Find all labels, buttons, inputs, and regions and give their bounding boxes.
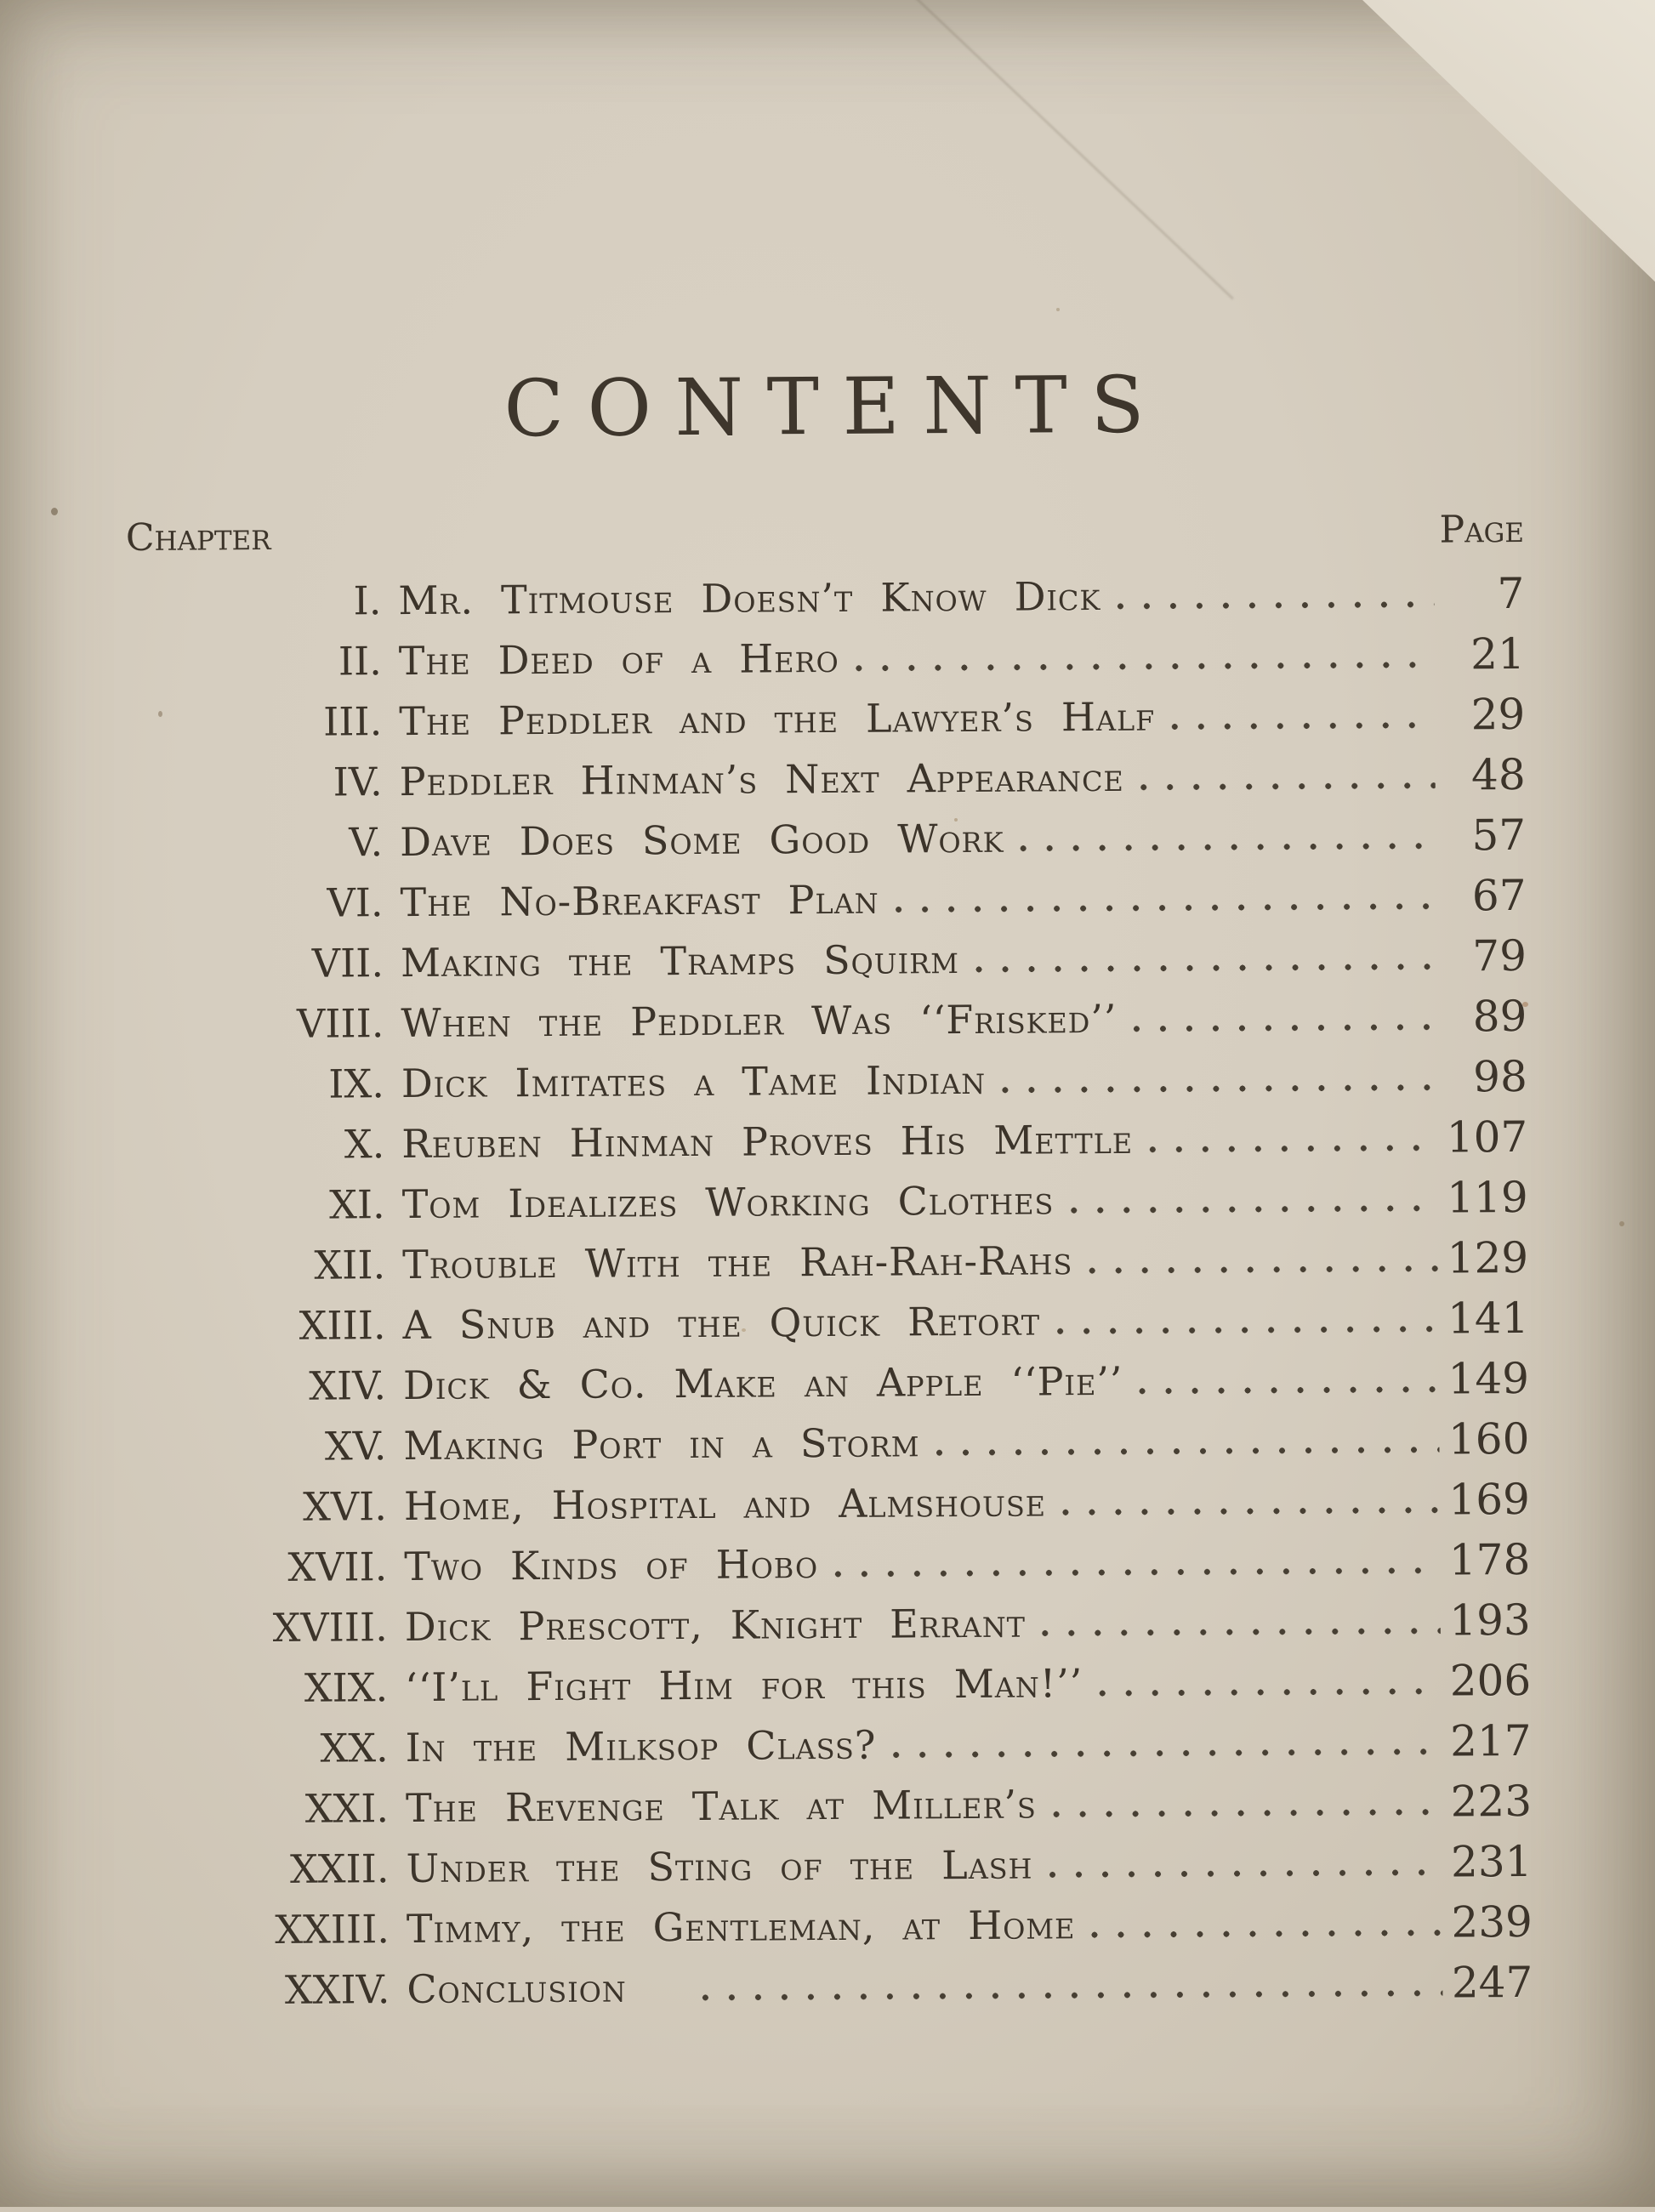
dot-leader bbox=[693, 1953, 1443, 2018]
dot-leader bbox=[845, 625, 1435, 689]
chapter-title: Making Port in a Storm bbox=[403, 1419, 920, 1470]
chapter-title: Under the Sting of the Lash bbox=[406, 1841, 1033, 1892]
chapter-numeral: XXIII. bbox=[275, 1906, 390, 1953]
chapter-title: Mr. Titmouse Doesn’t Know Dick bbox=[398, 573, 1101, 624]
dot-leader bbox=[1089, 1652, 1441, 1714]
chapter-numeral: VI. bbox=[327, 879, 384, 926]
chapter-numeral: II. bbox=[338, 638, 382, 685]
dot-leader bbox=[1130, 746, 1435, 808]
toc-row bbox=[134, 1953, 1533, 2022]
toc-row bbox=[126, 564, 1524, 633]
page-number: 107 bbox=[1446, 1112, 1528, 1163]
toc-row bbox=[128, 926, 1527, 995]
chapter-title: Peddler Hinman’s Next Appearance bbox=[399, 753, 1124, 805]
toc-list bbox=[126, 564, 1533, 2022]
chapter-column-label: Chapter bbox=[125, 515, 271, 560]
page-title: CONTENTS bbox=[503, 359, 1169, 455]
chapter-title: Home, Hospital and Almshouse bbox=[403, 1479, 1047, 1530]
chapter-title: A Snub and the Quick Retort bbox=[402, 1298, 1041, 1349]
toc-row bbox=[129, 1107, 1527, 1176]
chapter-numeral: I. bbox=[353, 577, 382, 624]
chapter-numeral: V. bbox=[349, 819, 384, 866]
chapter-numeral: VII. bbox=[311, 940, 384, 987]
dot-leader bbox=[1107, 565, 1435, 627]
dot-leader bbox=[1010, 806, 1436, 869]
chapter-numeral: IV. bbox=[333, 759, 383, 805]
chapter-numeral: XIV. bbox=[309, 1362, 387, 1409]
dot-leader bbox=[1123, 987, 1436, 1049]
page-number: 217 bbox=[1449, 1715, 1532, 1766]
chapter-numeral: XXI. bbox=[304, 1785, 390, 1832]
page-number: 7 bbox=[1497, 568, 1525, 619]
toc-row bbox=[134, 1771, 1532, 1840]
page-number: 231 bbox=[1450, 1836, 1533, 1887]
dot-leader bbox=[1129, 1350, 1439, 1412]
page-number: 160 bbox=[1447, 1413, 1530, 1464]
page-number: 178 bbox=[1448, 1534, 1531, 1585]
dot-leader bbox=[992, 1048, 1437, 1111]
toc-row bbox=[133, 1651, 1531, 1720]
dot-leader bbox=[1140, 1108, 1438, 1170]
toc-row bbox=[134, 1832, 1532, 1901]
chapter-numeral: XXIV. bbox=[284, 1966, 390, 2013]
chapter-title: Timmy, the Gentleman, at Home bbox=[406, 1902, 1076, 1953]
chapter-numeral: XIX. bbox=[304, 1664, 389, 1711]
dot-leader bbox=[1044, 1772, 1442, 1835]
toc-row bbox=[130, 1168, 1528, 1237]
toc-row bbox=[128, 987, 1527, 1055]
page-number: 119 bbox=[1447, 1172, 1528, 1223]
dot-leader bbox=[1061, 1169, 1438, 1231]
page-number: 21 bbox=[1470, 628, 1525, 680]
dot-leader bbox=[1079, 1229, 1438, 1292]
toc-column-headers bbox=[126, 499, 1524, 569]
chapter-title: Dick & Co. Make an Apple ‘‘Pie’’ bbox=[402, 1357, 1123, 1409]
chapter-title: The No-Breakfast Plan bbox=[400, 876, 879, 926]
chapter-title: Two Kinds of Hobo bbox=[404, 1541, 819, 1590]
chapter-title: Conclusion bbox=[407, 1965, 627, 2013]
page-number: 67 bbox=[1471, 870, 1527, 921]
dot-leader bbox=[1053, 1470, 1440, 1533]
dot-leader bbox=[1039, 1833, 1442, 1896]
toc-row bbox=[133, 1711, 1531, 1780]
page-number: 206 bbox=[1449, 1655, 1532, 1706]
page-column-label: Page bbox=[1439, 507, 1525, 552]
chapter-title: ‘‘I’ll Fight Him for this Man!’’ bbox=[405, 1660, 1083, 1711]
chapter-title: Making the Tramps Squirm bbox=[400, 936, 960, 987]
chapter-numeral: XVI. bbox=[302, 1483, 388, 1530]
page-number: 129 bbox=[1447, 1232, 1529, 1283]
dot-leader bbox=[883, 1712, 1442, 1776]
chapter-numeral: VIII. bbox=[296, 1000, 384, 1047]
chapter-numeral: III. bbox=[322, 698, 383, 745]
page-number: 57 bbox=[1471, 810, 1527, 861]
toc-row bbox=[132, 1530, 1530, 1599]
chapter-numeral: XVIII. bbox=[272, 1604, 388, 1651]
page-number: 79 bbox=[1472, 930, 1527, 981]
page-number: 193 bbox=[1449, 1595, 1531, 1646]
page-number: 247 bbox=[1451, 1957, 1533, 2008]
chapter-numeral: XXII. bbox=[289, 1845, 390, 1892]
chapter-title: Trouble With the Rah-Rah-Rahs bbox=[401, 1237, 1073, 1288]
page-number: 98 bbox=[1473, 1051, 1527, 1102]
chapter-title: Dick Prescott, Knight Errant bbox=[404, 1600, 1027, 1651]
page-number: 29 bbox=[1470, 689, 1526, 740]
toc-row bbox=[130, 1228, 1528, 1297]
page-number: 169 bbox=[1448, 1474, 1531, 1525]
chapter-numeral: IX. bbox=[328, 1061, 385, 1107]
chapter-title: The Revenge Talk at Miller’s bbox=[405, 1781, 1037, 1832]
dot-leader bbox=[885, 867, 1436, 930]
toc-row bbox=[127, 624, 1525, 693]
chapter-title: Tom Idealizes Working Clothes bbox=[401, 1177, 1055, 1228]
page-number: 239 bbox=[1451, 1896, 1533, 1948]
chapter-numeral: X. bbox=[344, 1121, 385, 1168]
dot-leader bbox=[966, 927, 1437, 990]
toc-row bbox=[129, 1047, 1527, 1116]
dot-leader bbox=[825, 1531, 1441, 1595]
chapter-title: The Peddler and the Lawyer’s Half bbox=[399, 693, 1156, 745]
toc-row bbox=[130, 1288, 1528, 1357]
dot-leader bbox=[926, 1410, 1439, 1474]
toc-row bbox=[132, 1470, 1530, 1538]
chapter-title: Dick Imitates a Tame Indian bbox=[401, 1056, 987, 1107]
chapter-title: When the Peddler Was ‘‘Frisked’’ bbox=[401, 995, 1118, 1047]
toc-row bbox=[134, 1892, 1533, 1961]
chapter-numeral: XII. bbox=[314, 1242, 386, 1288]
chapter-numeral: XX. bbox=[320, 1725, 389, 1771]
chapter-title: Reuben Hinman Proves His Mettle bbox=[401, 1116, 1134, 1168]
page-number: 149 bbox=[1447, 1353, 1530, 1404]
dot-leader bbox=[1082, 1893, 1442, 1956]
chapter-numeral: XVII. bbox=[287, 1544, 388, 1590]
dot-leader bbox=[1032, 1591, 1441, 1654]
toc-row bbox=[131, 1409, 1529, 1478]
toc-row bbox=[128, 866, 1526, 935]
toc-row bbox=[127, 745, 1525, 814]
page-number: 48 bbox=[1470, 749, 1526, 800]
chapter-title: In the Milksop Class? bbox=[405, 1721, 877, 1771]
toc-row bbox=[127, 685, 1525, 753]
page-number: 223 bbox=[1450, 1776, 1533, 1827]
chapter-numeral: XI. bbox=[329, 1181, 385, 1228]
page-number: 141 bbox=[1447, 1293, 1529, 1344]
page-number: 89 bbox=[1472, 991, 1527, 1042]
chapter-title: The Deed of a Hero bbox=[398, 634, 839, 685]
dot-leader bbox=[1047, 1289, 1439, 1352]
toc-row bbox=[128, 805, 1526, 874]
chapter-numeral: XIII. bbox=[299, 1302, 386, 1349]
chapter-title: Dave Does Some Good Work bbox=[399, 815, 1004, 866]
toc-row bbox=[133, 1590, 1531, 1659]
toc-row bbox=[131, 1349, 1529, 1418]
chapter-numeral: XV. bbox=[324, 1423, 387, 1470]
dot-leader bbox=[1162, 685, 1435, 748]
